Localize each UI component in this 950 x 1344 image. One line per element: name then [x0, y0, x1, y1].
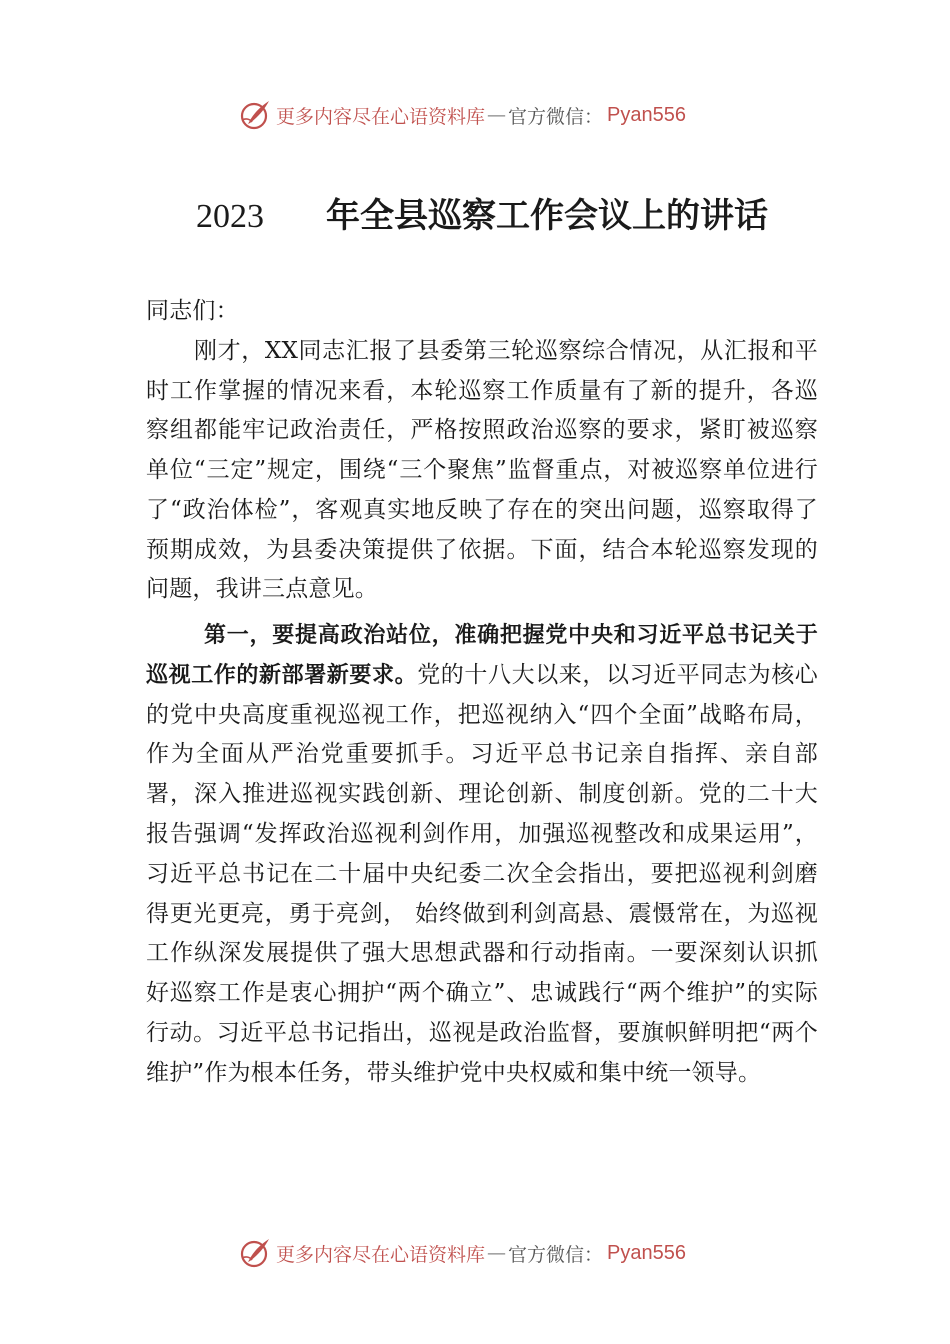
watermark-site-text: 更多内容尽在心语资料库	[276, 1243, 486, 1266]
greeting: 同志们：	[146, 298, 239, 324]
watermark-wechat-label: 官方微信：	[508, 105, 604, 128]
watermark-wechat-id: Pyan556	[607, 1241, 686, 1264]
watermark-site-text: 更多内容尽在心语资料库	[276, 105, 486, 128]
quill-logo-icon	[238, 1236, 272, 1270]
quill-logo-icon	[238, 98, 272, 132]
title-year: 2023	[196, 198, 264, 235]
paragraph-2	[146, 616, 818, 1094]
paragraph-2-body: 党的十八大以来，以习近平同志为核心的党中央高度重视巡视工作，把巡视纳入“四个全面”战略布局，作为全面从严治党重要抓手。习近平总书记亲自指挥、亲自部署，深入推进巡视实践创新、理论创新、制度创新。党的二十大报告强调“发挥政治巡视利剑作用，加强巡视整改和成果运用”，习近平总书记在二十届中央纪委二次全会指出，要把巡视利剑磨得更光更亮，勇于亮剑， 始终做到利剑高悬、震慑常在，为巡视工作纵深发展提供了强大思想武器和行动指南。一要深刻认识抓好巡察工作是衷心拥护“两个确立”、忠诚践行“两个维护”的实际行动。习近平总书记指出，巡视是政治监督，要旗帜鲜明把“两个维护”作为根本任务，带头维护党中央权威和集中统一领导。	[146, 661, 818, 1086]
document-title	[196, 188, 816, 237]
title-text: 年全县巡察工作会议上的讲话	[326, 196, 768, 236]
paragraph-2-lead: 第一，要提高政治站位，准确把握党中央和习近平总书记关于巡视工作的新部署新要求。	[146, 623, 818, 688]
watermark-wechat-id: Pyan556	[607, 103, 686, 126]
watermark-wechat-label: 官方微信：	[508, 1243, 604, 1266]
watermark-banner-top	[238, 97, 686, 133]
watermark-banner-bottom	[238, 1235, 686, 1271]
paragraph-1: 刚才，XX同志汇报了县委第三轮巡察综合情况，从汇报和平时工作掌握的情况来看，本轮巡察工作质量有了新的提升，各巡察组都能牢记政治责任，严格按照政治巡察的要求，紧盯被巡察单位“三定”规定，围绕“三个聚焦”监督重点，对被巡察单位进行了“政治体检”，客观真实地反映了存在的突出问题，巡察取得了预期成效，为县委决策提供了依据。下面，结合本轮巡察发现的问题，我讲三点意见。	[146, 338, 818, 603]
watermark-separator: —	[487, 1242, 507, 1264]
watermark-separator: —	[487, 104, 507, 126]
